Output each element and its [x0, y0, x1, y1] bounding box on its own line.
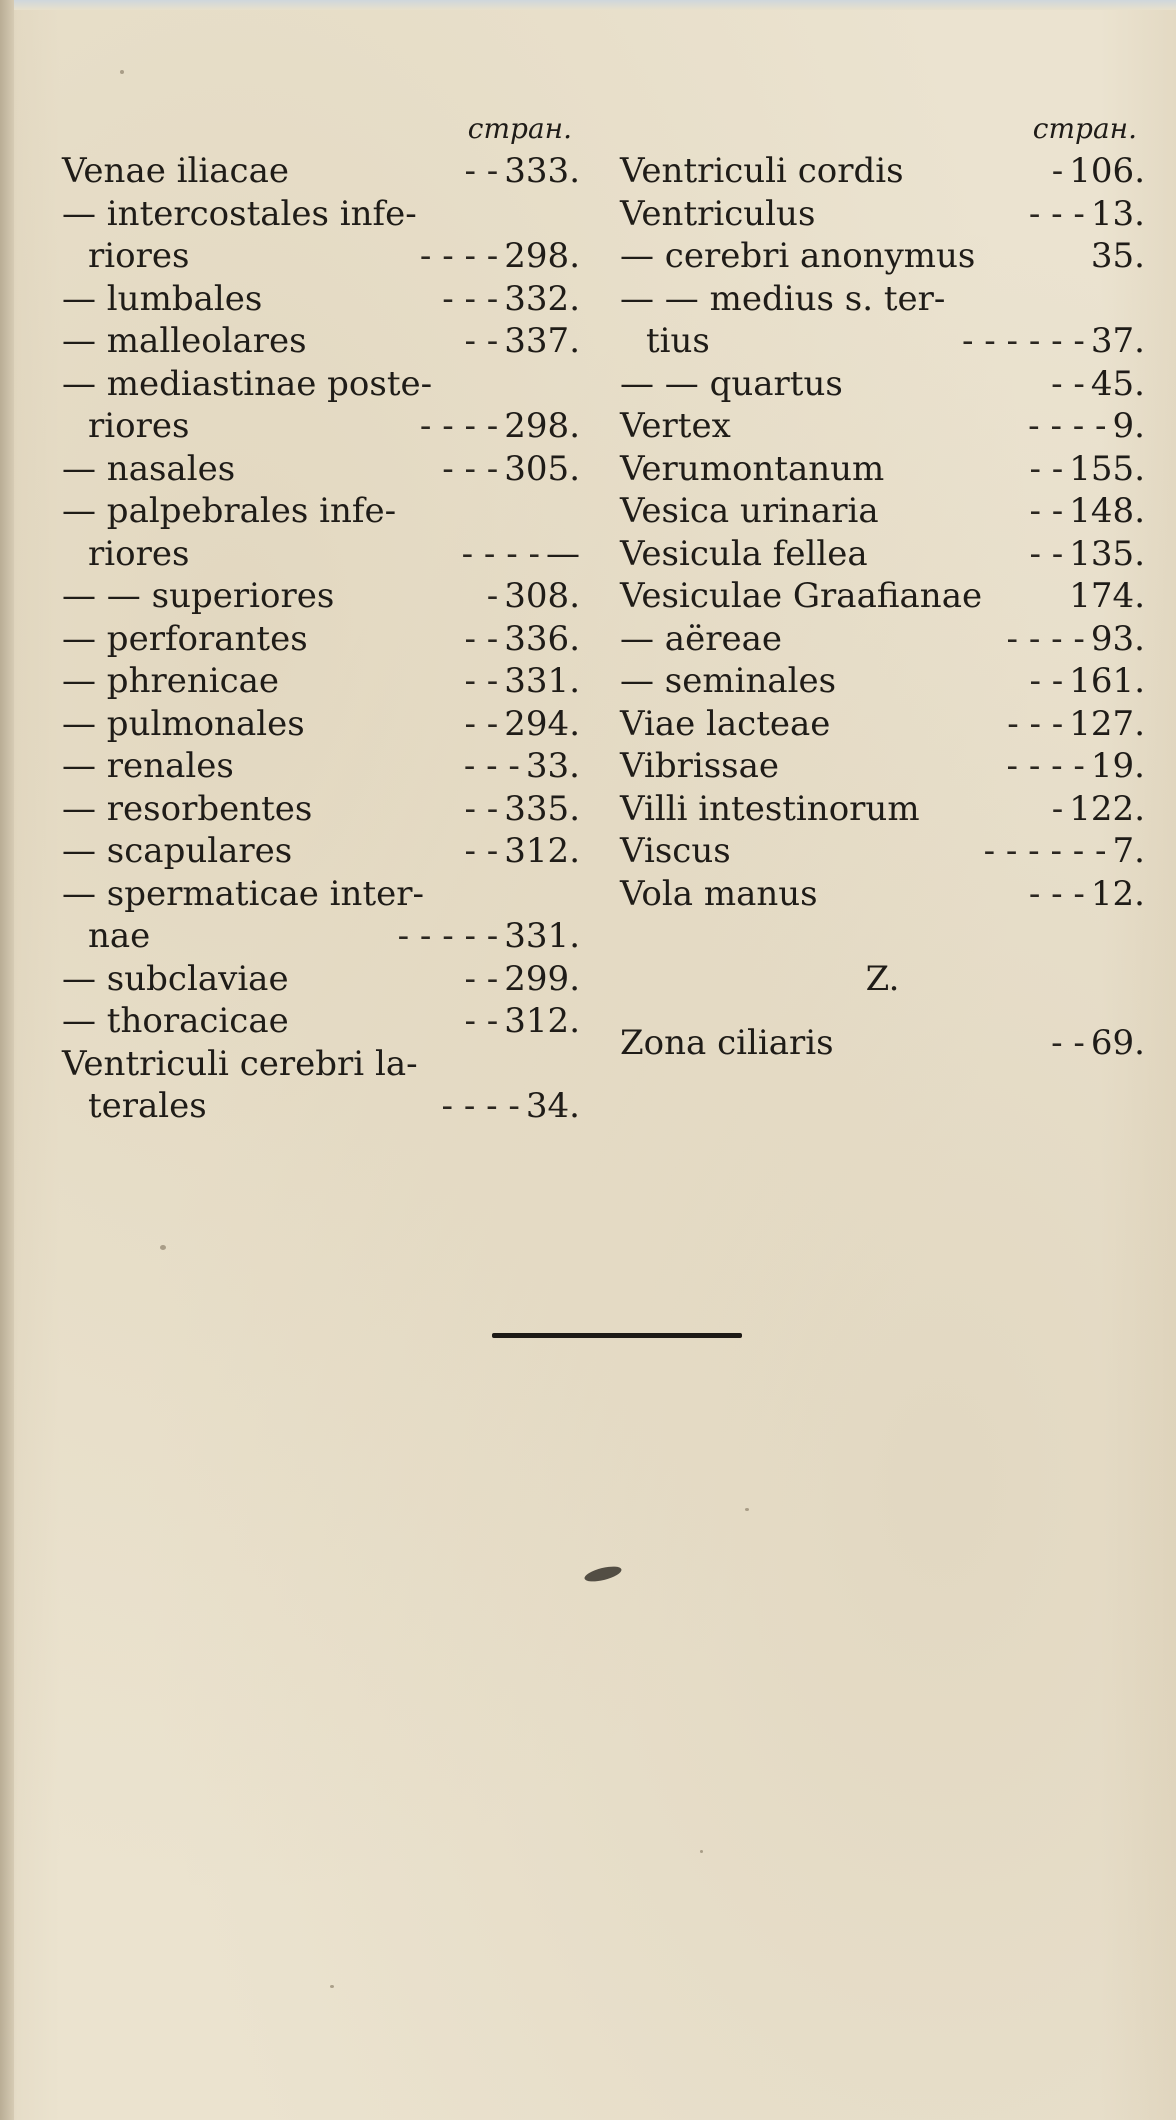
index-term: — malleolares — [62, 321, 307, 361]
end-rule-divider — [492, 1333, 742, 1338]
index-page-number: 106. — [1069, 151, 1145, 191]
index-page-number: 312. — [504, 831, 580, 871]
index-page-number: 294. — [504, 703, 580, 744]
index-dashes: - - - - - - — [983, 831, 1107, 871]
index-entry — [62, 788, 580, 831]
index-term: riores — [88, 533, 190, 574]
index-dashes: - - - — [1028, 873, 1085, 914]
index-page-number: — — [546, 533, 580, 574]
index-term: Vesicula fellea — [620, 533, 868, 574]
index-entry — [620, 235, 1145, 278]
index-entry — [620, 533, 1145, 576]
index-dashes: - - — [464, 703, 499, 744]
index-term: Venae iliacae — [62, 151, 289, 191]
index-dashes: - - — [1029, 533, 1064, 574]
index-dashes: - - — [464, 661, 499, 701]
index-dashes: - - - - — [419, 406, 499, 446]
index-dashes: - - - — [463, 746, 520, 786]
index-dashes: - - — [1051, 1023, 1085, 1063]
index-entry — [62, 363, 580, 406]
index-entry — [62, 193, 580, 236]
index-term: — resorbentes — [62, 788, 313, 829]
paper-speck — [745, 1508, 749, 1511]
index-entry — [620, 193, 1145, 236]
index-page-number: 335. — [504, 788, 580, 829]
index-page-number: 161. — [1069, 661, 1145, 701]
index-page-number: 7. — [1112, 831, 1145, 871]
index-entry — [620, 490, 1145, 533]
index-entry — [62, 575, 580, 618]
index-dashes: - - - — [1028, 193, 1085, 234]
index-page-number: 37. — [1090, 321, 1145, 361]
index-page-number: 333. — [504, 151, 580, 191]
index-page-number: 122. — [1069, 788, 1145, 829]
page-binding-edge — [0, 0, 14, 2120]
index-term: riores — [88, 236, 190, 276]
index-dashes: - - - - - - — [961, 321, 1085, 361]
index-dashes: - — [1051, 151, 1064, 191]
index-term: Vesiculae Graafianae — [620, 576, 983, 616]
index-term: — perforantes — [62, 618, 308, 659]
index-term: Ventriculi cerebri la- — [62, 1043, 418, 1084]
index-term: Vola manus — [620, 873, 818, 914]
index-page-number: 331. — [504, 916, 580, 956]
index-term: tius — [646, 321, 710, 361]
index-term: Verumontanum — [620, 448, 885, 489]
index-term: — scapulares — [62, 831, 293, 871]
index-entry — [620, 575, 1145, 618]
index-dashes: - - - - — [461, 533, 540, 574]
index-term: — renales — [62, 746, 234, 786]
index-entry — [62, 533, 580, 576]
paper-speck — [330, 1985, 334, 1988]
index-page-number: 19. — [1090, 746, 1145, 786]
index-entry — [620, 745, 1145, 788]
index-page-number: 305. — [504, 448, 580, 489]
index-term: Viae lacteae — [620, 703, 831, 744]
index-entry — [62, 448, 580, 491]
index-term: — cerebri anonymus — [620, 236, 976, 276]
index-entry — [62, 958, 580, 1001]
index-entry — [620, 320, 1145, 363]
index-term: Vertex — [620, 406, 731, 446]
index-dashes: - - — [464, 151, 499, 191]
index-term: Ventriculi cordis — [620, 151, 904, 191]
index-entry — [62, 618, 580, 661]
index-term: — aëreae — [620, 618, 782, 659]
index-term: — intercostales infe- — [62, 193, 417, 234]
page-column-header: стран. — [467, 112, 572, 145]
index-dashes: - - — [1029, 448, 1064, 489]
index-term: Ventriculus — [620, 193, 816, 234]
index-term: — lumbales — [62, 278, 263, 319]
paper-speck — [120, 70, 124, 74]
index-page-number: 12. — [1090, 873, 1145, 914]
index-term: — phrenicae — [62, 661, 280, 701]
index-term: — — quartus — [620, 363, 843, 404]
index-page-number: 148. — [1069, 491, 1145, 531]
index-page-number: 13. — [1090, 193, 1145, 234]
printer-ornament-icon — [583, 1564, 623, 1585]
index-entry — [620, 405, 1145, 448]
index-entry — [620, 150, 1145, 193]
index-entry — [62, 405, 580, 448]
index-entry — [62, 235, 580, 278]
index-dashes: - — [486, 576, 499, 616]
index-page-number: 35. — [1090, 236, 1145, 276]
index-page-number: 308. — [504, 576, 580, 616]
index-page-number: 135. — [1069, 533, 1145, 574]
index-entry — [62, 915, 580, 958]
index-term: Villi intestinorum — [620, 788, 920, 829]
index-entry — [620, 703, 1145, 746]
index-term: Viscus — [620, 831, 731, 871]
index-page-number: 337. — [504, 321, 580, 361]
index-dashes: - — [1051, 788, 1064, 829]
index-column-left — [62, 112, 580, 1128]
index-term: Vibrissae — [620, 746, 780, 786]
index-entry — [620, 618, 1145, 661]
index-entry — [620, 830, 1145, 873]
index-dashes: - - - — [1007, 703, 1064, 744]
index-term: — seminales — [620, 661, 837, 701]
index-entry — [62, 490, 580, 533]
page-top-edge — [0, 0, 1176, 10]
index-dashes: - - - — [442, 278, 499, 319]
page-column-header: стран. — [1032, 112, 1137, 145]
index-page-number: 331. — [504, 661, 580, 701]
index-page-number: 155. — [1069, 448, 1145, 489]
index-entry — [620, 278, 1145, 321]
index-term: Zona ciliaris — [620, 1023, 834, 1063]
index-term: — thoracicae — [62, 1001, 289, 1041]
index-dashes: - - — [1029, 661, 1064, 701]
index-term: — nasales — [62, 448, 236, 489]
index-page-number: 34. — [525, 1086, 580, 1126]
index-entry — [62, 1085, 580, 1128]
index-term: riores — [88, 406, 190, 446]
index-page-number: 299. — [504, 958, 580, 999]
index-entry — [620, 873, 1145, 916]
index-column-right — [620, 112, 1145, 1065]
index-entry — [62, 278, 580, 321]
index-entry — [620, 660, 1145, 703]
index-dashes: - - — [1029, 491, 1064, 531]
index-entry — [62, 150, 580, 193]
index-term: — pulmonales — [62, 703, 305, 744]
index-dashes: - - — [464, 831, 499, 871]
index-dashes: - - - - — [1006, 746, 1085, 786]
index-term: — — medius s. ter- — [620, 278, 946, 319]
index-dashes: - - - - - — [397, 916, 499, 956]
index-entry — [620, 788, 1145, 831]
index-page-number: 69. — [1090, 1023, 1145, 1063]
index-term: terales — [88, 1086, 207, 1126]
index-entry — [62, 703, 580, 746]
index-dashes: - - - - — [1006, 618, 1085, 659]
index-term: nae — [88, 916, 151, 956]
index-entry — [620, 448, 1145, 491]
paper-speck — [700, 1850, 703, 1853]
index-entry — [62, 1043, 580, 1086]
index-term: — subclaviae — [62, 958, 289, 999]
index-entry — [62, 873, 580, 916]
index-dashes: - - — [464, 1001, 499, 1041]
index-page-number: 298. — [504, 236, 580, 276]
index-list-left — [62, 150, 580, 1128]
index-page-number: 336. — [504, 618, 580, 659]
index-term: — spermaticae inter- — [62, 873, 424, 914]
paper-speck — [160, 1245, 166, 1250]
index-page-number: 127. — [1069, 703, 1145, 744]
index-dashes: - - - - — [441, 1086, 520, 1126]
index-page-number: 312. — [504, 1001, 580, 1041]
section-letter-z: Z. — [865, 959, 900, 999]
index-dashes: - - — [464, 958, 499, 999]
index-dashes: - - — [464, 618, 499, 659]
index-entry — [62, 830, 580, 873]
index-term: Vesica urinaria — [620, 491, 879, 531]
index-entry-zona-ciliaris — [620, 1022, 1145, 1065]
index-page-number: 332. — [504, 278, 580, 319]
index-dashes: - - — [1051, 363, 1085, 404]
index-term: — mediastinae poste- — [62, 363, 433, 404]
index-page-number: 33. — [525, 746, 580, 786]
index-dashes: - - - - — [1028, 406, 1107, 446]
index-term: — — superiores — [62, 576, 335, 616]
index-list-right — [620, 150, 1145, 915]
index-entry — [62, 1000, 580, 1043]
index-dashes: - - - — [442, 448, 499, 489]
index-page-number: 93. — [1090, 618, 1145, 659]
index-term: — palpebrales infe- — [62, 491, 397, 531]
index-dashes: - - — [464, 321, 499, 361]
index-page-number: 9. — [1112, 406, 1145, 446]
index-page-number: 298. — [504, 406, 580, 446]
index-entry — [62, 660, 580, 703]
index-dashes: - - — [464, 788, 499, 829]
index-page-number: 174. — [1069, 576, 1145, 616]
index-page-number: 45. — [1090, 363, 1145, 404]
index-entry — [62, 745, 580, 788]
index-dashes: - - - - — [419, 236, 499, 276]
index-entry — [620, 363, 1145, 406]
index-entry — [62, 320, 580, 363]
